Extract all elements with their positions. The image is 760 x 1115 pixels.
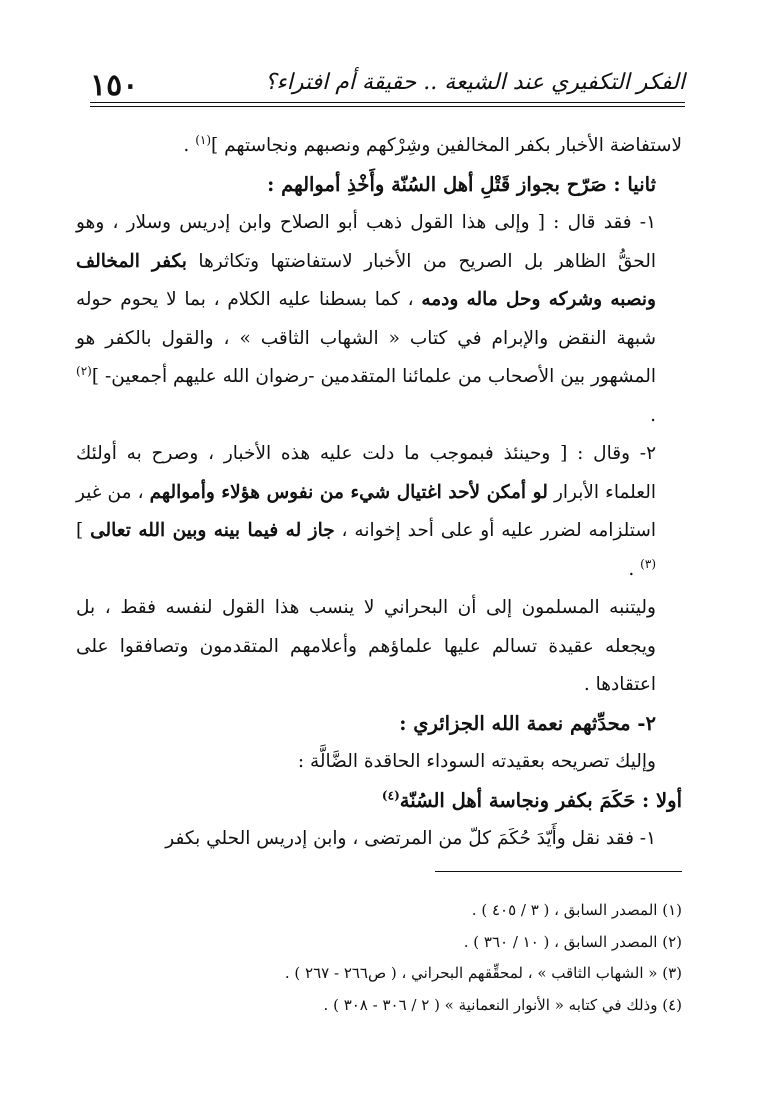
bold-phrase: جاز له فيما بينه وبين الله تعالى bbox=[90, 520, 335, 541]
footnote-2: (٢) المصدر السابق ، ( ١٠ / ٣٦٠ ) . bbox=[463, 932, 682, 951]
paragraph-intro: وإليك تصريحه بعقيدته السوداء الحاقدة الضَّالَّة : bbox=[297, 751, 656, 772]
page-header bbox=[90, 66, 685, 110]
footnote-ref-2: (٢) bbox=[76, 363, 92, 378]
footnote-ref-4: (٤) bbox=[381, 788, 400, 802]
paragraph-quote-1: ١- فقد قال : [ وإلى هذا القول ذهب أبو الصلاح وابن إدريس وسلار ، وهو الحقُّ الظاهر بل الصريح من الأخبار لاستفاضتها وتكاثرها بكفر المخالف ونصبه وشركه وحل ماله ودمه ، كما بسطنا عليه الكلام ، بما لا يحوم حوله شبهة النقض والإبرام في كتاب « الشهاب الثاقب » ، والقول بالكفر هو المشهور بين الأصحاب من علمائنا المتقدمين -رضوان الله عليهم أجمعين- ]$^{(٢)}$ . bbox=[76, 212, 656, 426]
footnote-1: (١) المصدر السابق ، ( ٣ / ٤٠٥ ) . bbox=[471, 901, 682, 919]
header-rule-thin bbox=[90, 106, 685, 107]
footnote-4: (٤) وذلك في كتابه « الأنوار النعمانية » ( ٢ / ٣٠٦ - ٣٠٨ ) . bbox=[323, 995, 682, 1014]
page-number: ١٥٠ bbox=[90, 68, 139, 103]
footnote-ref-1: (١) bbox=[195, 132, 212, 147]
footnotes bbox=[120, 895, 682, 1021]
header-rule bbox=[90, 102, 685, 103]
bold-phrase: بكفر المخالف ونصبه وشركه وحل ماله ودمه bbox=[76, 250, 656, 310]
section-heading-first: أولا : حَكَمَ بكفر ونجاسة أهل السُنّة$^{(٤)}$ bbox=[381, 788, 682, 812]
section-heading-jazairi: ٢- محدِّثهم نعمة الله الجزائري : bbox=[399, 711, 656, 735]
body-text bbox=[76, 127, 682, 859]
running-title: الفكر التكفيري عند الشيعة .. حقيقة أم افتراء؟ bbox=[264, 70, 685, 95]
footnote-ref-3: (٣) bbox=[640, 556, 656, 571]
paragraph-1: لاستفاضة الأخبار بكفر المخالفين وشِرْكهم ونصبهم ونجاستهم ]$^{(١)}$ . bbox=[183, 132, 682, 156]
paragraph-quote-2: ٢- وقال : [ وحينئذ فبموجب ما دلت عليه هذه الأخبار ، وصرح به أولئك العلماء الأبرار لو أمكن لأحد اغتيال شيء من نفوس هؤلاء وأموالهم ، من غير استلزامه لضرر عليه أو على أحد إخوانه ، جاز له فيما بينه وبين الله تعالى ]$^{(٣)}$ . bbox=[76, 443, 657, 580]
section-heading-second: ثانيا : صَرّح بجواز قَتْلِ أهل السُنّة وأَخْذِ أموالهم : bbox=[267, 172, 656, 196]
paragraph-commentary: وليتنبه المسلمون إلى أن البحراني لا ينسب هذا القول لنفسه فقط ، بل ويجعله عقيدة تسالم عليها علماؤهم وأعلامهم المتقدمون وتصافقوا على اعتقادها . bbox=[76, 597, 656, 695]
footnote-separator bbox=[435, 871, 682, 872]
footnote-3: (٣) « الشهاب الثاقب » ، لمحقِّقهم البحراني ، ( ص٢٦٦ - ٢٦٧ ) . bbox=[284, 964, 682, 982]
bold-phrase: لو أمكن لأحد اغتيال شيء من نفوس هؤلاء وأموالهم bbox=[149, 481, 548, 503]
paragraph-quote-3: ١- فقد نقل وأَيّدَ حُكَمَ كلّ من المرتضى ، وابن إدريس الحلي بكفر bbox=[165, 828, 656, 849]
